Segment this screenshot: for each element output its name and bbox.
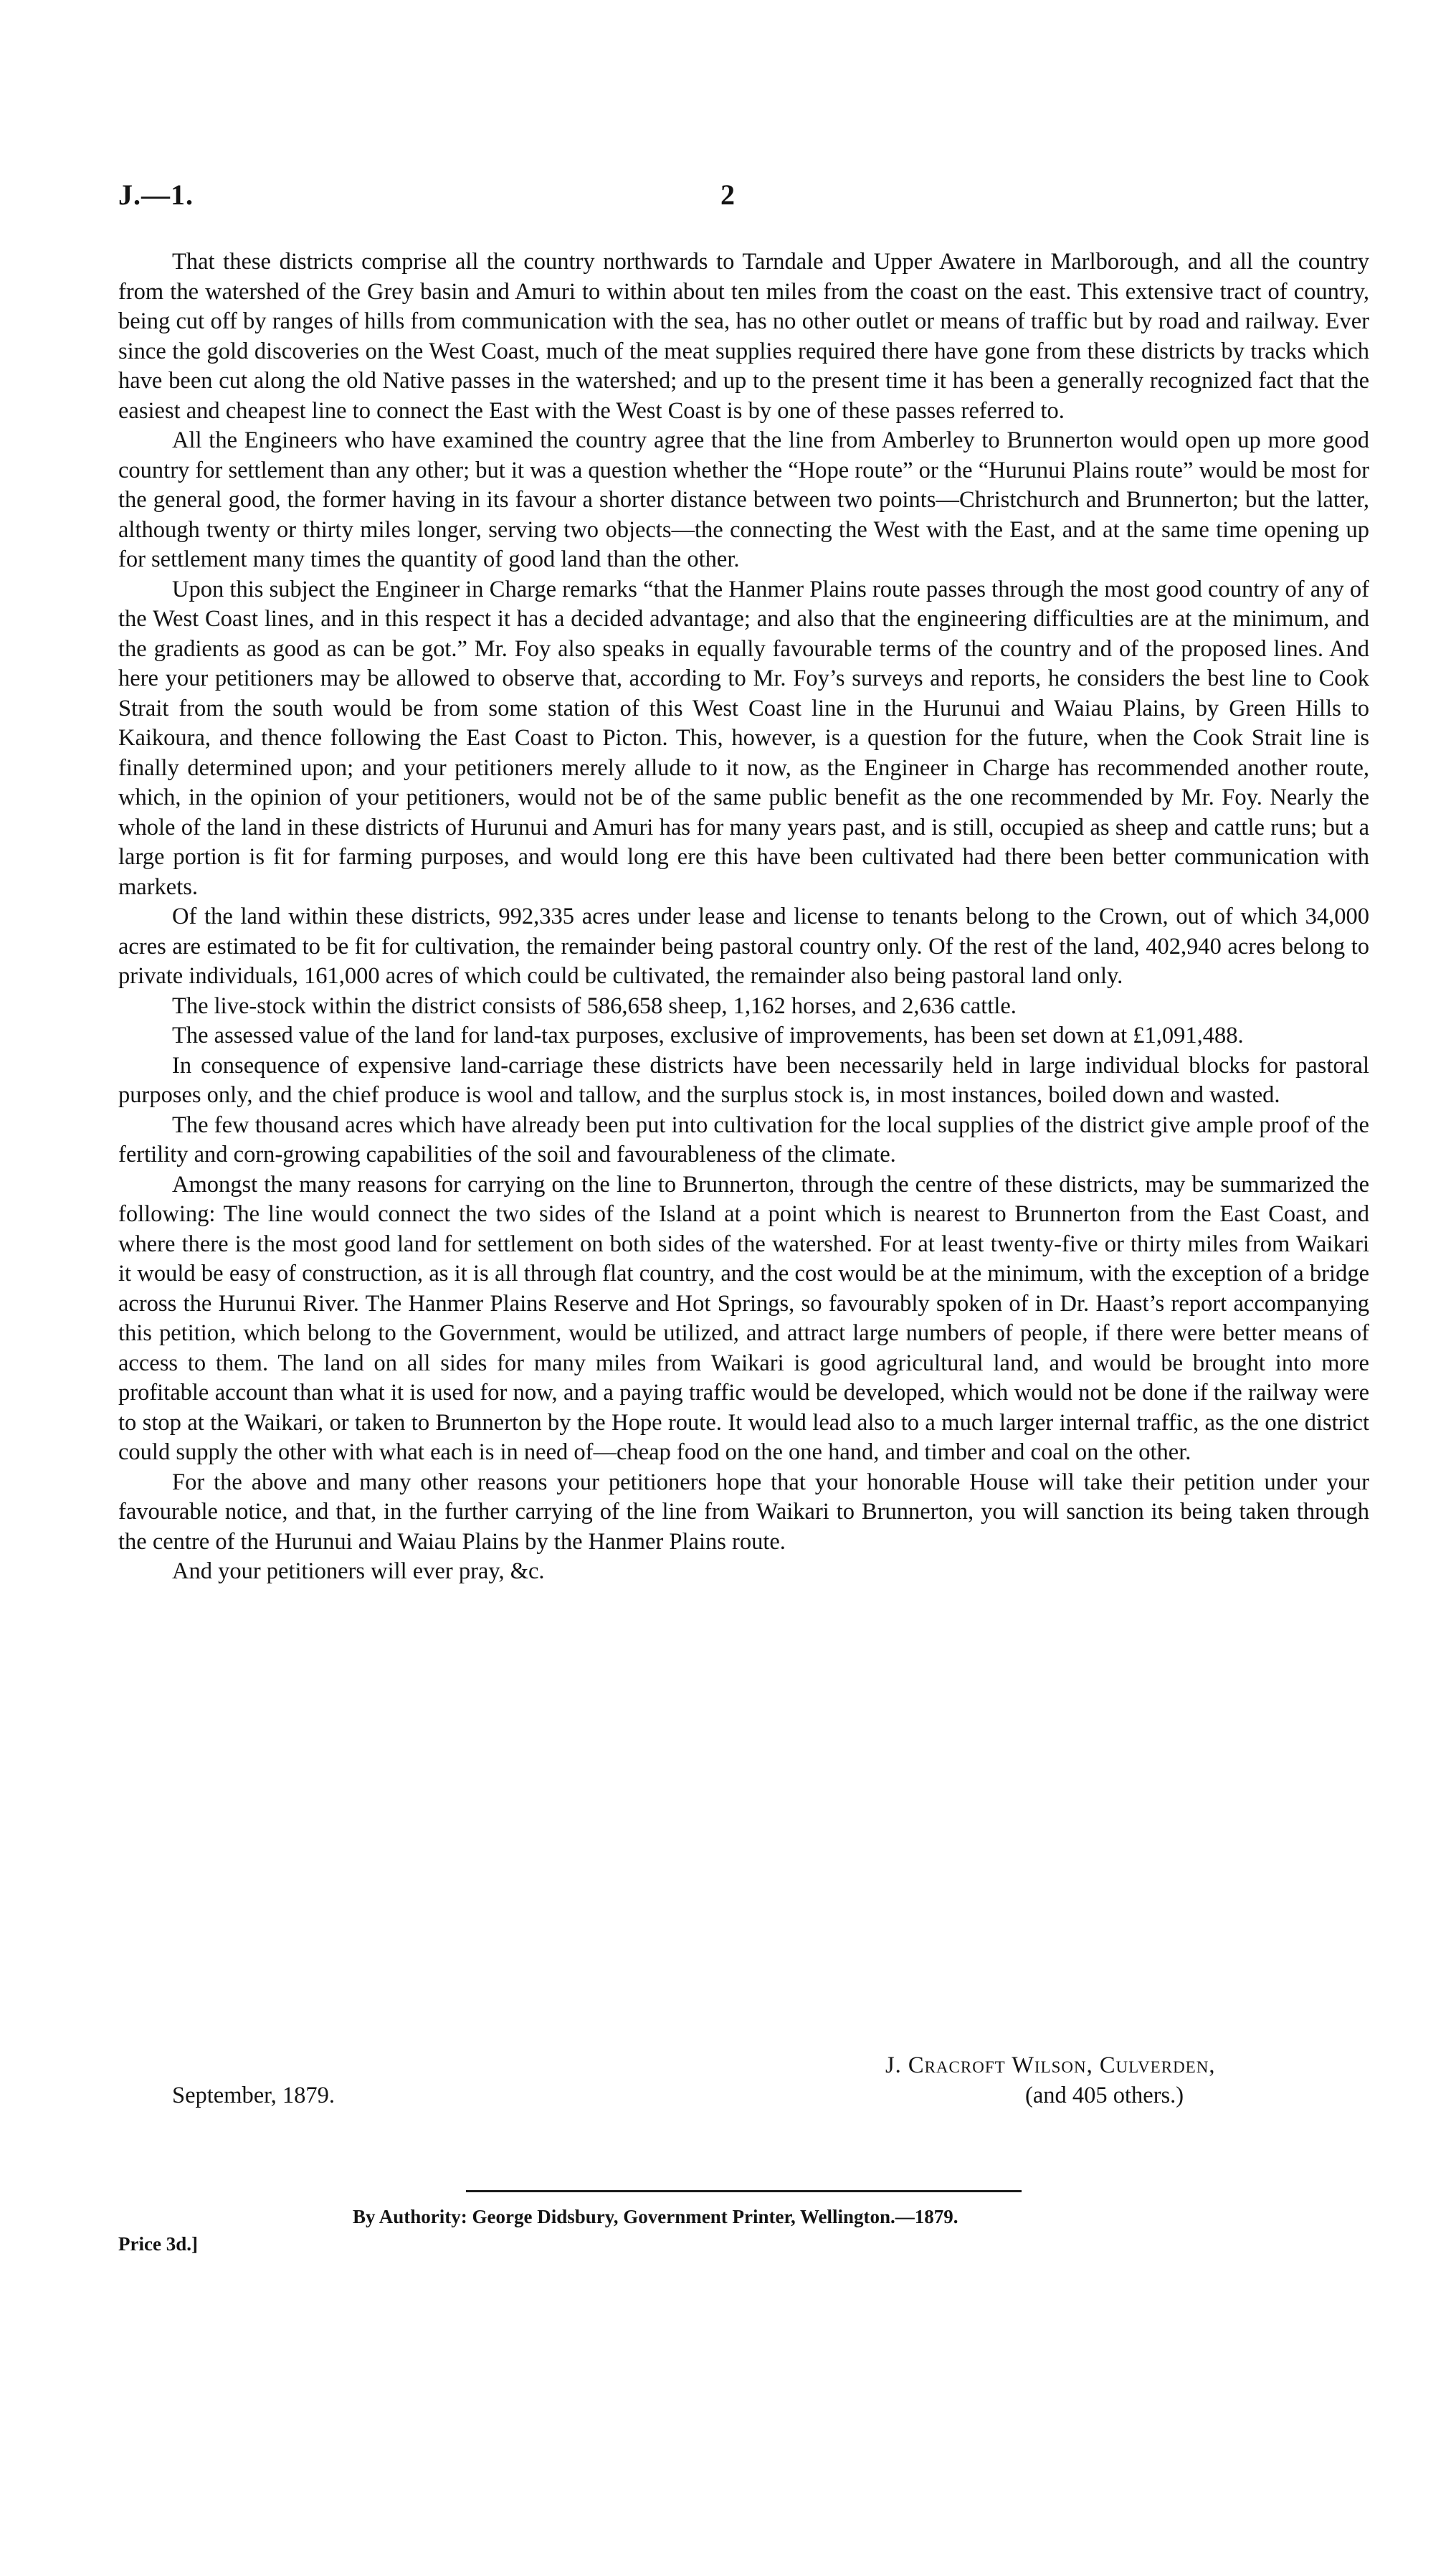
paragraph: The few thousand acres which have already been put into cultivation for the local supplies of the district give ample proof of the fertility and corn-growing capabilities of the soil and favourableness of the climate. [118, 1112, 1369, 1167]
signatory-count: (and 405 others.) [1025, 2082, 1184, 2108]
paragraph: In consequence of expensive land-carriage these districts have been necessarily held in large individual blocks for pastoral purposes only, and the chief produce is wool and tallow, and the surplus stock is, in most instances, boiled down and wasted. [118, 1052, 1369, 1108]
paragraph: That these districts comprise all the country northwards to Tarndale and Upper Awatere in Marlborough, and all the country from the watershed of the Grey basin and Amuri to within about ten miles from the coast on the east. This extensive tract of country, being cut off by ranges of hills from communication with the sea, has no other outlet or means of traffic but by road and railway. Ever since the gold discoveries on the West Coast, much of the meat supplies required there have gone from these districts by tracks which have been cut along the old Native passes in the watershed; and up to the present time it has been a generally recognized fact that the easiest and cheapest line to connect the East with the West Coast is by one of these passes referred to. [118, 249, 1369, 424]
petition-date: September, 1879. [172, 2083, 336, 2108]
paragraph: The live-stock within the district consists of 586,658 sheep, 1,162 horses, and 2,636 cattle. [172, 993, 1017, 1019]
printer-imprint: By Authority: George Didsbury, Government Printer, Wellington.—1879. [353, 2206, 958, 2227]
signatory-name: J. Cracroft Wilson, Culverden, [885, 2052, 1216, 2078]
page-number: 2 [720, 179, 735, 211]
paragraph: Upon this subject the Engineer in Charge remarks “that the Hanmer Plains route passes through the most good country of any of the West Coast lines, and in this respect it has a decided advantage; and also that the engineering difficulties are at the minimum, and the gradients as good as can be got.” Mr. Foy also speaks in equally favourable terms of the country and of the proposed lines. And here your petitioners may be allowed to observe that, according to Mr. Foy’s surveys and reports, he considers the best line to Cook Strait from the south would be from some station of this West Coast line in the Hurunui and Waiau Plains, by Green Hills to Kaikoura, and thence following the East Coast to Picton. This, however, is a question for the future, when the Cook Strait line is finally determined upon; and your petitioners merely allude to it now, as the Engineer in Charge has recommended another route, which, in the opinion of your petitioners, would not be of the same public benefit as the one recommended by Mr. Foy. Nearly the whole of the land in these districts of Hurunui and Amuri has for many years past, and is still, occupied as sheep and cattle runs; but a large portion is fit for farming purposes, and would long ere this have been cultivated had there been better communication with markets. [118, 576, 1369, 900]
paragraph: Amongst the many reasons for carrying on the line to Brunnerton, through the centre of these districts, may be summarized the following: The line would connect the two sides of the Island at a point which is nearest to Brunnerton from the East Coast, and where there is the most good land for settlement on both sides of the watershed. For at least twenty-five or thirty miles from Waikari it would be easy of construction, as it is all through flat country, and the cost would be at the minimum, with the exception of a bridge across the Hurunui River. The Hanmer Plains Reserve and Hot Springs, so favourably spoken of in Dr. Haast’s report accompanying this petition, which belong to the Government, would be utilized, and attract large numbers of people, if there were better means of access to them. The land on all sides for many miles from Waikari is good agricultural land, and would be brought into more profitable account than what it is used for now, and a paying traffic would be developed, which would not be done if the railway were to stop at the Waikari, or taken to Brunnerton by the Hope route. It would lead also to a much larger internal traffic, as the one district could supply the other with what each is in need of—cheap food on the one hand, and timber and coal on the other. [118, 1171, 1369, 1465]
closing-line: And your petitioners will ever pray, &c. [172, 1558, 545, 1584]
footer-divider [466, 2190, 1022, 2192]
signature-block [885, 2051, 1330, 2111]
paragraph: All the Engineers who have examined the country agree that the line from Amberley to Brunnerton would open up more good country for settlement than any other; but it was a question whether the “Hope route” or the “Hurunui Plains route” would be most for the general good, the former having in its favour a shorter distance between two points—Christchurch and Brunnerton; but the latter, although twenty or thirty miles longer, serving two objects—the connecting the West with the East, and at the same time opening up for settlement many times the quantity of good land than the other. [118, 427, 1369, 572]
paragraph: Of the land within these districts, 992,335 acres under lease and license to tenants belong to the Crown, out of which 34,000 acres are estimated to be fit for cultivation, the remainder being pastoral country only. Of the rest of the land, 402,940 acres belong to private individuals, 161,000 acres of which could be cultivated, the remainder also being pastoral land only. [118, 904, 1369, 989]
document-reference: J.—1. [118, 179, 194, 211]
paragraph: The assessed value of the land for land-tax purposes, exclusive of improvements, has been set down at £1,091,488. [172, 1023, 1244, 1048]
paragraph: For the above and many other reasons your petitioners hope that your honorable House will take their petition under your favourable notice, and that, in the further carrying of the line from Waikari to Brunnerton, you will sanction its being taken through the centre of the Hurunui and Waiau Plains by the Hanmer Plains route. [118, 1469, 1369, 1555]
price-note: Price 3d.] [118, 2233, 198, 2255]
petition-body [118, 247, 1369, 1587]
